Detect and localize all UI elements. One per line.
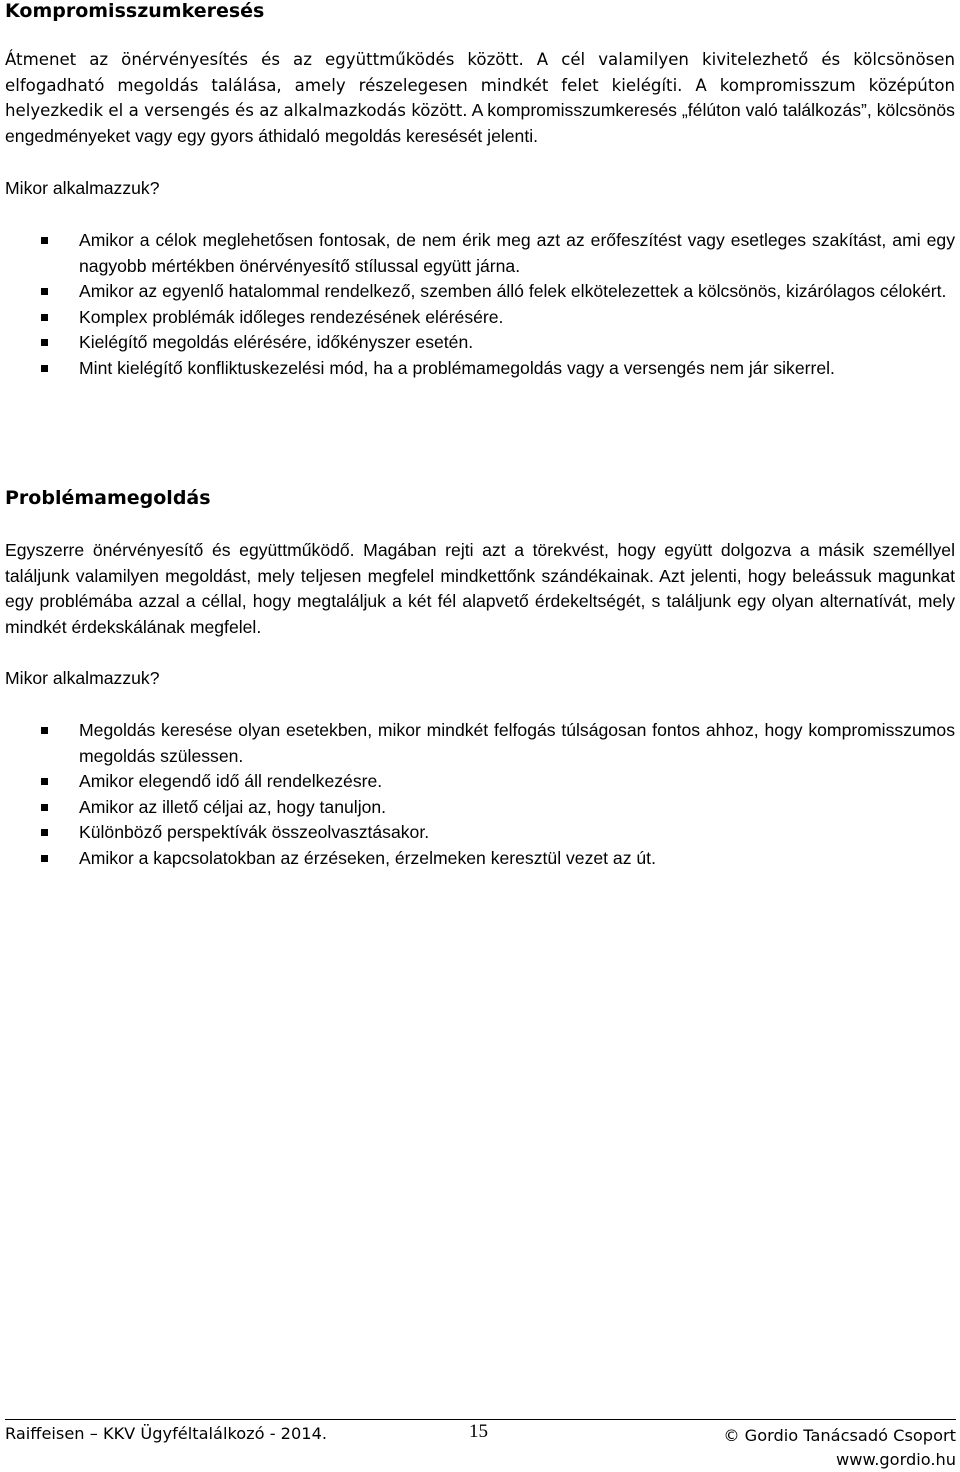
section2-question: Mikor alkalmazzuk? (5, 668, 160, 688)
footer-event-name: Raiffeisen – KKV Ügyféltalálkozó - 2014. (5, 1424, 328, 1443)
list-item: Amikor az illető céljai az, hogy tanuljon. (5, 795, 955, 821)
list-item: Kielégítő megoldás elérésére, időkényszer esetén. (5, 330, 955, 356)
page-number: 15 (469, 1421, 488, 1442)
square-bullet-icon (41, 237, 48, 244)
section1-question: Mikor alkalmazzuk? (5, 178, 160, 198)
square-bullet-icon (41, 314, 48, 321)
square-bullet-icon (41, 804, 48, 811)
section1-bullet-list (5, 228, 955, 381)
square-bullet-icon (41, 365, 48, 372)
list-item: Amikor elegendő idő áll rendelkezésre. (5, 769, 955, 795)
section1-intro-part-b: A kompromisszumkeresés „félúton való találkozás”, kölcsönös engedményeket vagy egy gyors áthidaló megoldás keresését jelenti. (5, 100, 955, 146)
square-bullet-icon (41, 855, 48, 862)
footer-divider (5, 1419, 956, 1420)
list-item: Komplex problémák időleges rendezésének elérésére. (5, 305, 955, 331)
square-bullet-icon (41, 778, 48, 785)
list-item: Megoldás keresése olyan esetekben, mikor mindkét felfogás túlságosan fontos ahhoz, hogy kompromisszumos megoldás szülessen. (5, 718, 955, 769)
list-item: Különböző perspektívák összeolvasztásakor. (5, 820, 955, 846)
list-item: Mint kielégítő konfliktuskezelési mód, ha a problémamegoldás vagy a versengés nem jár sikerrel. (5, 356, 955, 382)
square-bullet-icon (41, 727, 48, 734)
section2-bullet-list (5, 718, 955, 871)
square-bullet-icon (41, 829, 48, 836)
square-bullet-icon (41, 288, 48, 295)
section-title-problemamegoldas: Problémamegoldás (5, 487, 211, 509)
square-bullet-icon (41, 339, 48, 346)
footer-company (723, 1424, 956, 1472)
section-title-kompromisszum: Kompromisszumkeresés (5, 0, 265, 22)
list-item: Amikor a célok meglehetősen fontosak, de nem érik meg azt az erőfeszítést vagy esetleges szakítást, ami egy nagyobb mértékben önérvényesítő stílussal együtt járna. (5, 228, 955, 279)
section1-intro (5, 47, 955, 149)
footer-copyright: © Gordio Tanácsadó Csoport (723, 1426, 956, 1445)
section1-intro-part-a: Átmenet az önérvényesítés és az együttműködés között. A cél valamilyen kivitelezhető és kölcsönösen elfogadható megoldás találása, amely részelegesen mindkét felet kielégíti. A kompromisszum középúton helyezkedik el a versengés és az alkalmazkodás között. (5, 50, 955, 120)
list-item: Amikor a kapcsolatokban az érzéseken, érzelmeken keresztül vezet az út. (5, 846, 955, 872)
list-item: Amikor az egyenlő hatalommal rendelkező, szemben álló felek elkötelezettek a kölcsönös, kizárólagos célokért. (5, 279, 955, 305)
section2-intro: Egyszerre önérvényesítő és együttműködő. Magában rejti azt a törekvést, hogy együtt dolgozva a másik személlyel találjunk valamilyen megoldást, mely teljesen megfelel mindkettőnk szándékainak. Azt jelenti, hogy beleássuk magunkat egy problémába azzal a céllal, hogy megtaláljuk a két fél alapvető érdekeltségét, s találjunk egy olyan alternatívát, mely mindkét érdekskálának megfelel. (5, 540, 955, 637)
footer-website: www.gordio.hu (836, 1450, 956, 1469)
